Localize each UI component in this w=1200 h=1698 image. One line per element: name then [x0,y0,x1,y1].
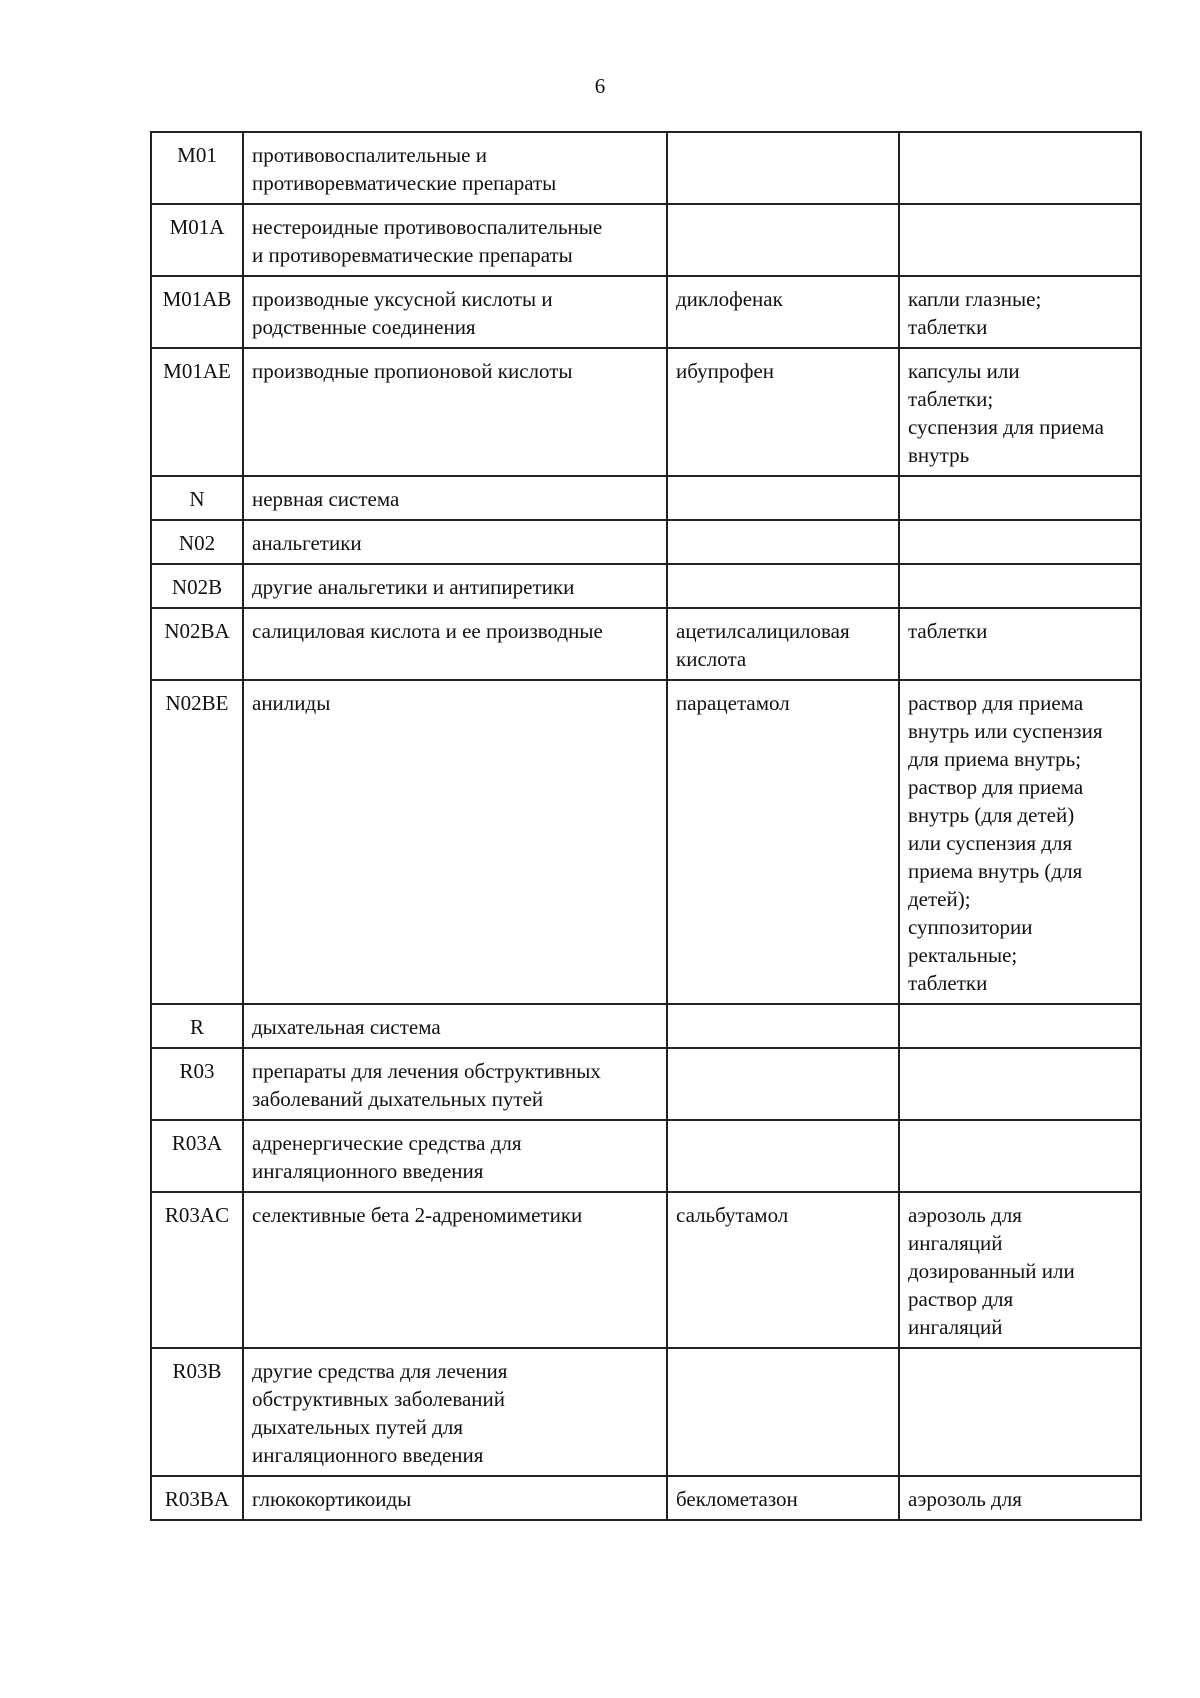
group-name-cell [243,132,667,204]
atc-code-cell: M01A [151,204,243,276]
dosage-form-cell [899,348,1141,476]
group-name-line: анилиды [252,691,331,715]
dosage-form-line: аэрозоль для [908,1487,1022,1511]
group-name-line: производные уксусной кислоты и [252,287,553,311]
dosage-form-cell [899,1120,1141,1192]
dosage-form-cell [899,1004,1141,1048]
drug-name-cell [667,1120,899,1192]
group-name-line: селективные бета 2-адреномиметики [252,1203,583,1227]
group-name-line: другие анальгетики и антипиретики [252,575,575,599]
group-name-cell [243,276,667,348]
drug-name-line: кислота [676,647,747,671]
table-row [151,1048,1141,1120]
group-name-cell [243,348,667,476]
atc-code-cell: R [151,1004,243,1048]
atc-code-cell: R03 [151,1048,243,1120]
dosage-form-line: раствор для приема [908,775,1084,799]
drug-name-line: парацетамол [676,691,790,715]
dosage-form-line: приема внутрь (для [908,859,1083,883]
dosage-form-cell [899,276,1141,348]
table-row [151,1004,1141,1048]
dosage-form-line: или суспензия для [908,831,1073,855]
drug-classification-table [150,131,1142,1521]
dosage-form-cell [899,476,1141,520]
dosage-form-line: дозированный или [908,1259,1075,1283]
group-name-line: противоревматические препараты [252,171,557,195]
drug-name-cell [667,1192,899,1348]
dosage-form-line: таблетки [908,619,988,643]
group-name-cell [243,564,667,608]
drug-name-line: ибупрофен [676,359,775,383]
dosage-form-line: аэрозоль для [908,1203,1022,1227]
dosage-form-line: ингаляций [908,1315,1003,1339]
atc-code-cell: M01AB [151,276,243,348]
dosage-form-cell [899,1048,1141,1120]
drug-name-cell [667,1048,899,1120]
table-row [151,564,1141,608]
group-name-cell [243,680,667,1004]
table-row [151,680,1141,1004]
dosage-form-line: капли глазные; [908,287,1042,311]
table-row [151,1476,1141,1520]
group-name-line: ингаляционного введения [252,1159,484,1183]
table-row [151,608,1141,680]
dosage-form-cell [899,204,1141,276]
drug-name-cell [667,1348,899,1476]
group-name-cell [243,1048,667,1120]
atc-code-cell: N02B [151,564,243,608]
drug-name-line: ацетилсалициловая [676,619,850,643]
table-row [151,204,1141,276]
dosage-form-line: ингаляций [908,1231,1003,1255]
page-number: 6 [594,74,606,98]
atc-code-cell: N02BA [151,608,243,680]
table-row [151,132,1141,204]
drug-name-cell [667,476,899,520]
group-name-cell [243,1192,667,1348]
table-row [151,1192,1141,1348]
group-name-line: родственные соединения [252,315,476,339]
group-name-line: анальгетики [252,531,362,555]
group-name-line: глюкокортикоиды [252,1487,412,1511]
dosage-form-line: таблетки [908,315,988,339]
drug-name-cell [667,1004,899,1048]
group-name-line: производные пропионовой кислоты [252,359,573,383]
group-name-line: адренергические средства для [252,1131,522,1155]
table-row [151,476,1141,520]
group-name-cell [243,608,667,680]
drug-name-cell [667,1476,899,1520]
group-name-line: заболеваний дыхательных путей [252,1087,544,1111]
drug-name-cell [667,348,899,476]
dosage-form-cell [899,608,1141,680]
table-body [151,132,1141,1520]
group-name-cell [243,204,667,276]
dosage-form-cell [899,680,1141,1004]
atc-code-cell: N02BE [151,680,243,1004]
dosage-form-line: суспензия для приема [908,415,1104,439]
table-row [151,1348,1141,1476]
dosage-form-line: таблетки; [908,387,994,411]
drug-name-cell [667,564,899,608]
atc-code-cell: M01 [151,132,243,204]
group-name-cell [243,1348,667,1476]
drug-name-cell [667,204,899,276]
drug-name-cell [667,276,899,348]
atc-code-cell: R03B [151,1348,243,1476]
table-row [151,1120,1141,1192]
group-name-line: другие средства для лечения [252,1359,508,1383]
atc-code-cell: R03A [151,1120,243,1192]
drug-name-cell [667,608,899,680]
table-row [151,520,1141,564]
group-name-line: дыхательных путей для [252,1415,463,1439]
group-name-line: нервная система [252,487,400,511]
group-name-line: ингаляционного введения [252,1443,484,1467]
dosage-form-cell [899,520,1141,564]
group-name-line: препараты для лечения обструктивных [252,1059,601,1083]
table-row [151,348,1141,476]
group-name-line: нестероидные противовоспалительные [252,215,603,239]
dosage-form-line: ректальные; [908,943,1018,967]
dosage-form-cell [899,1476,1141,1520]
atc-code-cell: N [151,476,243,520]
drug-name-line: беклометазон [676,1487,798,1511]
group-name-cell [243,520,667,564]
group-name-line: салициловая кислота и ее производные [252,619,603,643]
dosage-form-line: внутрь или суспензия [908,719,1103,743]
group-name-cell [243,1004,667,1048]
dosage-form-cell [899,1348,1141,1476]
group-name-line: обструктивных заболеваний [252,1387,506,1411]
dosage-form-cell [899,564,1141,608]
group-name-line: и противоревматические препараты [252,243,573,267]
dosage-form-cell [899,132,1141,204]
group-name-cell [243,476,667,520]
dosage-form-line: детей); [908,887,971,911]
atc-code-cell: R03BA [151,1476,243,1520]
dosage-form-cell [899,1192,1141,1348]
drug-name-cell [667,680,899,1004]
dosage-form-line: таблетки [908,971,988,995]
atc-code-cell: M01AE [151,348,243,476]
drug-name-line: сальбутамол [676,1203,789,1227]
group-name-cell [243,1120,667,1192]
drug-name-cell [667,132,899,204]
dosage-form-line: капсулы или [908,359,1020,383]
drug-name-line: диклофенак [676,287,783,311]
atc-code-cell: R03AC [151,1192,243,1348]
dosage-form-line: раствор для приема [908,691,1084,715]
dosage-form-line: для приема внутрь; [908,747,1082,771]
group-name-line: противовоспалительные и [252,143,487,167]
group-name-line: дыхательная система [252,1015,441,1039]
dosage-form-line: раствор для [908,1287,1014,1311]
dosage-form-line: суппозитории [908,915,1033,939]
dosage-form-line: внутрь [908,443,970,467]
table-row [151,276,1141,348]
dosage-form-line: внутрь (для детей) [908,803,1075,827]
atc-code-cell: N02 [151,520,243,564]
group-name-cell [243,1476,667,1520]
drug-name-cell [667,520,899,564]
